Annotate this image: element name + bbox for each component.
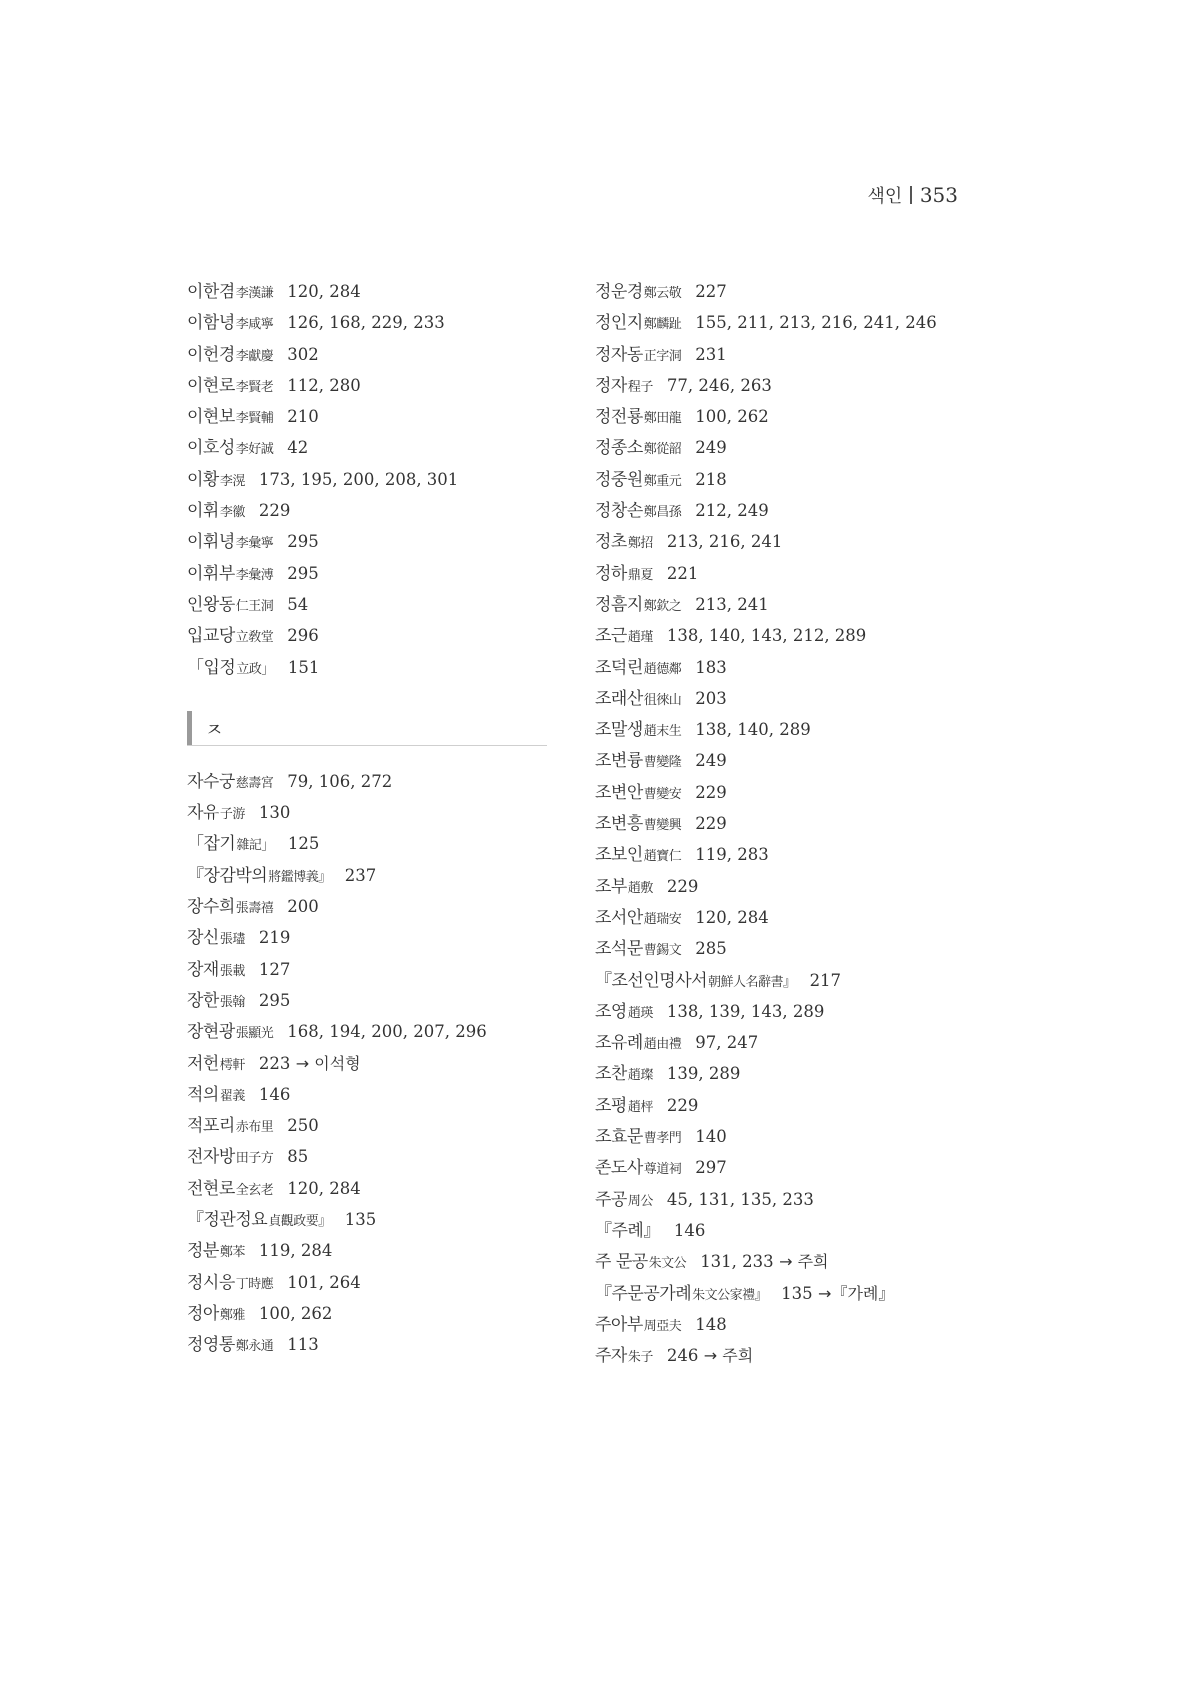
index-entry xyxy=(595,1246,1025,1277)
entry-pages: 120, 284 xyxy=(287,1178,361,1198)
entry-hanja: 鄭欽之 xyxy=(643,598,682,614)
entry-hanja: 全玄老 xyxy=(235,1182,274,1198)
entry-hanja: 周公 xyxy=(627,1193,653,1209)
entry-term: 조평 xyxy=(595,1095,627,1116)
entry-term: 조근 xyxy=(595,626,627,647)
index-entry xyxy=(187,432,547,463)
entry-term: 조석문 xyxy=(595,939,643,960)
entry-pages: 200 xyxy=(287,897,319,917)
entry-pages: 297 xyxy=(695,1158,727,1178)
entry-hanja: 李彙溥 xyxy=(235,567,274,583)
index-entry xyxy=(595,589,1025,620)
entry-pages: 249 xyxy=(695,751,727,771)
entry-term: 주아부 xyxy=(595,1314,643,1335)
entry-term: 이호성 xyxy=(187,438,235,459)
entry-pages: 296 xyxy=(287,626,319,646)
entry-hanja: 田子方 xyxy=(235,1151,274,1167)
index-entry xyxy=(187,495,547,526)
entry-term: 이휘녕 xyxy=(187,532,235,553)
entry-hanja: 李彙寧 xyxy=(235,536,274,552)
entry-term: 정하 xyxy=(595,563,627,584)
header-label: 색인 xyxy=(867,186,903,207)
entry-term: 정흠지 xyxy=(595,594,643,615)
entry-term: 『정관정요 xyxy=(187,1210,268,1231)
entry-hanja: 鄭永通 xyxy=(235,1339,274,1355)
entry-term: 정인지 xyxy=(595,313,643,334)
entry-term: 『장감박의 xyxy=(187,865,268,886)
entry-hanja: 朱文公 xyxy=(648,1256,687,1272)
index-entry xyxy=(187,558,547,589)
index-column-right xyxy=(595,276,1025,1371)
index-entry xyxy=(595,933,1025,964)
entry-hanja: 鼎夏 xyxy=(627,567,653,583)
entry-hanja: 趙敷 xyxy=(627,880,653,896)
index-entry xyxy=(187,1016,547,1047)
entry-hanja: 鄭麟趾 xyxy=(643,317,682,333)
entry-hanja: 李好誠 xyxy=(235,442,274,458)
entry-hanja: 李漢謙 xyxy=(235,286,274,301)
entry-term: 조부 xyxy=(595,876,627,897)
entry-term: 『조선인명사서 xyxy=(595,970,708,991)
entry-term: 전자방 xyxy=(187,1147,235,1168)
entry-pages: 120, 284 xyxy=(695,907,769,927)
entry-pages: 295 xyxy=(258,990,291,1010)
entry-term: 존도사 xyxy=(595,1158,643,1179)
index-entry xyxy=(595,495,1025,526)
entry-pages: 217 xyxy=(809,970,842,990)
index-entry xyxy=(595,558,1025,589)
entry-pages: 229 xyxy=(666,876,699,896)
index-entry xyxy=(595,1090,1025,1121)
entry-pages: 97, 247 xyxy=(695,1033,759,1053)
index-entry xyxy=(595,1121,1025,1152)
entry-hanja: 赤布里 xyxy=(235,1120,274,1136)
entry-pages: 138, 140, 289 xyxy=(695,720,811,740)
header-divider xyxy=(910,186,912,204)
index-list-left-top xyxy=(187,276,547,683)
entry-pages: 173, 195, 200, 208, 301 xyxy=(258,469,459,489)
index-entry xyxy=(187,276,547,307)
index-entry xyxy=(187,620,547,651)
index-entry xyxy=(595,808,1025,839)
index-entry xyxy=(595,714,1025,745)
entry-pages: 295 xyxy=(287,532,319,552)
index-entry xyxy=(187,401,547,432)
entry-term: 자수궁 xyxy=(187,771,235,792)
entry-term: 조찬 xyxy=(595,1064,627,1085)
index-entry xyxy=(187,526,547,557)
entry-pages: 223 xyxy=(258,1053,291,1073)
entry-term: 이휘부 xyxy=(187,563,235,584)
index-entry xyxy=(595,683,1025,714)
entry-hanja: 鄭云敬 xyxy=(643,286,682,301)
entry-hanja: 子游 xyxy=(219,807,245,823)
entry-term: 「입정 xyxy=(187,657,236,678)
index-entry xyxy=(187,1329,547,1360)
entry-hanja: 朱文公家禮』 xyxy=(692,1287,768,1303)
entry-term: 이현로 xyxy=(187,375,235,396)
entry-term: 『주례』 xyxy=(595,1220,660,1241)
entry-pages: 213, 241 xyxy=(695,594,769,614)
entry-pages: 229 xyxy=(695,782,727,802)
entry-term: 「잡기 xyxy=(187,834,236,855)
entry-term: 장수희 xyxy=(187,897,235,918)
entry-term: 장신 xyxy=(187,928,219,949)
entry-term: 정자동 xyxy=(595,344,643,365)
entry-term: 자유 xyxy=(187,803,219,824)
entry-pages: 77, 246, 263 xyxy=(666,375,772,395)
entry-hanja: 尊道祠 xyxy=(643,1162,682,1178)
entry-term: 인왕동 xyxy=(187,594,235,615)
entry-hanja: 鄭昌孫 xyxy=(643,505,682,521)
section-heading xyxy=(187,711,547,746)
entry-hanja: 朱子 xyxy=(627,1350,653,1366)
entry-hanja: 曹變隆 xyxy=(643,755,682,771)
index-entry xyxy=(595,1215,1025,1246)
page-number: 353 xyxy=(919,183,958,207)
index-entry xyxy=(595,1340,1025,1371)
entry-term: 『주문공가례 xyxy=(595,1283,692,1304)
entry-term: 이휘 xyxy=(187,501,219,522)
entry-cross-reference: → 주희 xyxy=(779,1252,829,1272)
entry-hanja: 仁王洞 xyxy=(235,598,274,614)
index-entry xyxy=(595,745,1025,776)
entry-pages: 183 xyxy=(695,657,727,677)
entry-hanja: 李獻慶 xyxy=(235,348,274,364)
entry-pages: 218 xyxy=(695,469,727,489)
entry-cross-reference: → 이석형 xyxy=(295,1053,361,1073)
entry-pages: 148 xyxy=(695,1314,727,1334)
entry-pages: 120, 284 xyxy=(287,282,361,301)
entry-term: 장재 xyxy=(187,959,219,980)
index-entry xyxy=(595,432,1025,463)
entry-pages: 127 xyxy=(258,959,291,979)
entry-pages: 146 xyxy=(673,1220,706,1240)
entry-pages: 246 xyxy=(666,1346,699,1366)
entry-pages: 213, 216, 241 xyxy=(666,532,783,552)
index-entry xyxy=(595,370,1025,401)
entry-pages: 221 xyxy=(666,563,699,583)
entry-hanja: 趙璨 xyxy=(627,1068,653,1084)
index-entry xyxy=(595,652,1025,683)
entry-pages: 219 xyxy=(258,928,291,948)
entry-term: 이한겸 xyxy=(187,282,235,302)
entry-pages: 125 xyxy=(287,834,320,854)
entry-pages: 130 xyxy=(258,803,291,823)
entry-hanja: 張壽禧 xyxy=(235,901,274,917)
index-entry xyxy=(595,620,1025,651)
entry-hanja: 朝鮮人名辭書』 xyxy=(708,974,796,990)
entry-pages: 113 xyxy=(287,1335,319,1355)
entry-term: 이황 xyxy=(187,469,219,490)
entry-pages: 135 xyxy=(781,1283,813,1303)
entry-pages: 100, 262 xyxy=(695,407,769,427)
index-entry xyxy=(595,526,1025,557)
entry-pages: 227 xyxy=(695,282,727,301)
entry-pages: 229 xyxy=(666,1095,699,1115)
entry-term: 조변륭 xyxy=(595,751,643,772)
entry-pages: 229 xyxy=(695,814,727,834)
entry-pages: 112, 280 xyxy=(287,375,361,395)
index-entry xyxy=(187,589,547,620)
index-entry xyxy=(595,339,1025,370)
entry-pages: 249 xyxy=(695,438,727,458)
entry-pages: 135 xyxy=(344,1210,377,1230)
entry-term: 이헌경 xyxy=(187,344,235,365)
section-marker xyxy=(187,711,192,745)
entry-hanja: 立政」 xyxy=(236,661,274,677)
index-entry xyxy=(595,871,1025,902)
index-entry xyxy=(595,902,1025,933)
entry-hanja: 趙由禮 xyxy=(643,1037,682,1053)
entry-pages: 42 xyxy=(287,438,309,458)
entry-pages: 151 xyxy=(287,657,320,677)
entry-term: 주공 xyxy=(595,1189,627,1210)
entry-pages: 101, 264 xyxy=(287,1272,361,1292)
index-entry xyxy=(187,891,547,922)
entry-hanja: 將鑑博義』 xyxy=(268,869,331,885)
index-entry xyxy=(595,1278,1025,1309)
entry-hanja: 正字洞 xyxy=(643,348,682,364)
entry-hanja: 曹變興 xyxy=(643,818,682,834)
entry-pages: 139, 289 xyxy=(666,1064,741,1084)
index-entry xyxy=(187,1141,547,1172)
entry-pages: 131, 233 xyxy=(700,1252,774,1272)
entry-hanja: 翟義 xyxy=(219,1088,245,1104)
entry-hanja: 曹孝門 xyxy=(643,1131,682,1147)
index-entry xyxy=(187,339,547,370)
entry-term: 정아 xyxy=(187,1303,219,1324)
entry-hanja: 鄭田龍 xyxy=(643,411,682,427)
entry-hanja: 程子 xyxy=(627,379,653,395)
index-entry xyxy=(187,370,547,401)
index-entry xyxy=(187,1173,547,1204)
index-entry xyxy=(595,276,1025,307)
entry-hanja: 曹變安 xyxy=(643,786,682,802)
entry-pages: 212, 249 xyxy=(695,501,769,521)
index-entry xyxy=(595,996,1025,1027)
entry-hanja: 李賢輔 xyxy=(235,411,274,427)
entry-cross-reference: →『가례』 xyxy=(818,1283,895,1303)
entry-pages: 285 xyxy=(695,939,727,959)
entry-hanja: 趙瑾 xyxy=(627,630,653,646)
entry-term: 정영통 xyxy=(187,1335,235,1356)
entry-hanja: 貞觀政要』 xyxy=(268,1214,331,1230)
entry-term: 정중원 xyxy=(595,469,643,490)
index-entry xyxy=(187,1079,547,1110)
index-list-right xyxy=(595,276,1025,1371)
entry-hanja: 慈壽宮 xyxy=(235,775,274,791)
entry-pages: 54 xyxy=(287,594,309,614)
index-entry xyxy=(595,464,1025,495)
entry-term: 조효문 xyxy=(595,1127,643,1148)
entry-term: 전현로 xyxy=(187,1178,235,1199)
entry-pages: 155, 211, 213, 216, 241, 246 xyxy=(695,313,937,333)
index-entry xyxy=(187,1204,547,1235)
entry-pages: 138, 139, 143, 289 xyxy=(666,1001,825,1021)
index-entry xyxy=(187,1048,547,1079)
index-entry xyxy=(595,1309,1025,1340)
entry-hanja: 立敎堂 xyxy=(235,630,274,646)
index-entry xyxy=(187,1267,547,1298)
entry-term: 입교당 xyxy=(187,626,235,647)
entry-pages: 302 xyxy=(287,344,319,364)
entry-pages: 45, 131, 135, 233 xyxy=(666,1189,814,1209)
entry-term: 조변안 xyxy=(595,782,643,803)
entry-hanja: 張翰 xyxy=(219,994,245,1010)
entry-term: 정자 xyxy=(595,375,627,396)
entry-pages: 140 xyxy=(695,1127,727,1147)
entry-hanja: 趙枰 xyxy=(627,1099,653,1115)
index-entry xyxy=(187,985,547,1016)
entry-hanja: 趙德鄰 xyxy=(643,661,682,677)
entry-hanja: 鄭雅 xyxy=(219,1307,245,1323)
entry-hanja: 李咸寧 xyxy=(235,317,274,333)
entry-term: 조변흥 xyxy=(595,814,643,835)
entry-cross-reference: → 주희 xyxy=(703,1346,754,1366)
entry-term: 조영 xyxy=(595,1001,627,1022)
index-entry xyxy=(187,797,547,828)
entry-hanja: 樗軒 xyxy=(219,1057,245,1073)
entry-term: 조말생 xyxy=(595,720,643,741)
entry-hanja: 趙寶仁 xyxy=(643,849,682,865)
index-entry xyxy=(187,1110,547,1141)
entry-pages: 168, 194, 200, 207, 296 xyxy=(287,1022,487,1042)
entry-hanja: 張璶 xyxy=(219,932,245,948)
entry-term: 이현보 xyxy=(187,407,235,428)
entry-hanja: 周亞夫 xyxy=(643,1318,682,1334)
entry-term: 정운경 xyxy=(595,282,643,302)
entry-pages: 231 xyxy=(695,344,727,364)
entry-pages: 146 xyxy=(258,1084,291,1104)
index-entry xyxy=(595,965,1025,996)
index-entry xyxy=(187,464,547,495)
entry-pages: 119, 283 xyxy=(695,845,769,865)
entry-term: 조유례 xyxy=(595,1033,643,1054)
entry-hanja: 鄭苯 xyxy=(219,1245,245,1261)
index-list-left-bottom xyxy=(187,766,547,1361)
entry-term: 정시응 xyxy=(187,1272,235,1293)
entry-hanja: 趙瑞安 xyxy=(643,911,682,927)
entry-hanja: 曹錫文 xyxy=(643,943,682,959)
entry-hanja: 趙末生 xyxy=(643,724,682,740)
entry-hanja: 丁時應 xyxy=(235,1276,274,1292)
entry-hanja: 鄭招 xyxy=(627,536,653,552)
index-entry xyxy=(595,1058,1025,1089)
entry-pages: 237 xyxy=(344,865,377,885)
entry-term: 정창손 xyxy=(595,501,643,522)
entry-term: 이함녕 xyxy=(187,313,235,334)
entry-term: 조덕린 xyxy=(595,657,643,678)
entry-term: 저헌 xyxy=(187,1053,219,1074)
index-entry xyxy=(595,777,1025,808)
entry-hanja: 雜記」 xyxy=(236,838,274,854)
index-entry xyxy=(187,307,547,338)
entry-term: 조보인 xyxy=(595,845,643,866)
index-column-left xyxy=(187,276,547,1361)
entry-pages: 250 xyxy=(287,1116,319,1136)
entry-term: 정종소 xyxy=(595,438,643,459)
entry-hanja: 李徽 xyxy=(219,505,245,521)
index-entry xyxy=(187,922,547,953)
entry-hanja: 張載 xyxy=(219,963,245,979)
entry-pages: 126, 168, 229, 233 xyxy=(287,313,445,333)
entry-hanja: 趙瑛 xyxy=(627,1005,653,1021)
entry-hanja: 李滉 xyxy=(219,473,245,489)
entry-term: 정분 xyxy=(187,1241,219,1262)
index-entry xyxy=(595,307,1025,338)
entry-term: 주자 xyxy=(595,1346,627,1367)
running-header xyxy=(868,182,958,208)
entry-pages: 100, 262 xyxy=(258,1303,333,1323)
index-entry xyxy=(187,652,547,683)
entry-hanja: 張顯光 xyxy=(235,1026,274,1042)
entry-pages: 229 xyxy=(258,501,291,521)
index-entry xyxy=(595,1184,1025,1215)
index-entry xyxy=(187,1235,547,1266)
entry-term: 정초 xyxy=(595,532,627,553)
entry-pages: 119, 284 xyxy=(258,1241,333,1261)
index-entry xyxy=(187,1298,547,1329)
index-entry xyxy=(187,860,547,891)
entry-pages: 138, 140, 143, 212, 289 xyxy=(666,626,867,646)
entry-term: 조래산 xyxy=(595,688,643,709)
index-entry xyxy=(595,1152,1025,1183)
index-entry xyxy=(187,766,547,797)
entry-term: 적의 xyxy=(187,1084,219,1105)
entry-term: 적포리 xyxy=(187,1116,235,1137)
entry-term: 주 문공 xyxy=(595,1252,648,1273)
entry-hanja: 鄭從韶 xyxy=(643,442,682,458)
entry-term: 장현광 xyxy=(187,1022,235,1043)
index-entry xyxy=(595,839,1025,870)
entry-pages: 295 xyxy=(287,563,319,583)
entry-hanja: 李賢老 xyxy=(235,379,274,395)
index-entry xyxy=(187,828,547,859)
index-entry xyxy=(595,1027,1025,1058)
entry-hanja: 徂徠山 xyxy=(643,692,682,708)
entry-term: 장한 xyxy=(187,990,219,1011)
entry-pages: 210 xyxy=(287,407,319,427)
entry-term: 정전룡 xyxy=(595,407,643,428)
section-label: ㅈ xyxy=(205,718,224,741)
entry-hanja: 鄭重元 xyxy=(643,473,682,489)
entry-term: 조서안 xyxy=(595,907,643,928)
index-entry xyxy=(595,401,1025,432)
entry-pages: 203 xyxy=(695,688,727,708)
index-entry xyxy=(187,954,547,985)
entry-pages: 85 xyxy=(287,1147,309,1167)
entry-pages: 79, 106, 272 xyxy=(287,771,393,791)
